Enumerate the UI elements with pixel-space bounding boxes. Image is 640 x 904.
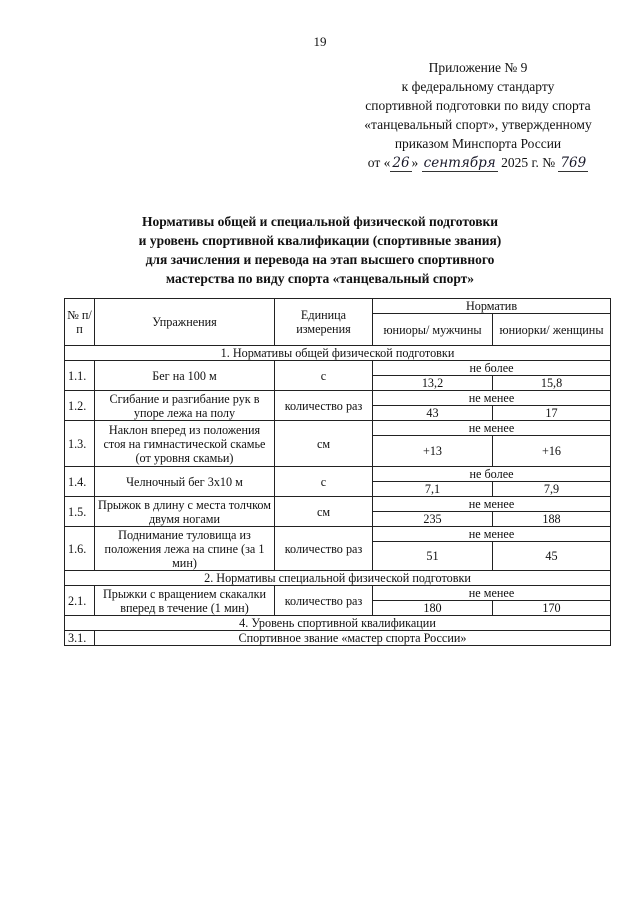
date-mid: »: [411, 155, 419, 170]
qualification-row: [65, 631, 611, 646]
row-unit: с: [275, 467, 373, 497]
row-exercise: Бег на 100 м: [95, 361, 275, 391]
row-exercise: Прыжок в длину с места толчком двумя ногами: [95, 497, 275, 527]
row-unit: количество раз: [275, 391, 373, 421]
document-title: [80, 212, 560, 288]
norms-table: [64, 298, 611, 646]
header-women: юниорки/ женщины: [493, 314, 611, 346]
title-line-1: Нормативы общей и специальной физической подготовки: [141, 214, 499, 229]
row-condition: не менее: [373, 497, 611, 512]
order-number: 769: [560, 155, 587, 171]
row-women-value: 170: [493, 601, 611, 616]
row-condition: не менее: [373, 391, 611, 406]
row-condition: не менее: [373, 421, 611, 436]
section-row: [65, 346, 611, 361]
table-row: [65, 421, 611, 436]
title-line-4: мастерства по виду спорта «танцевальный спорт»: [165, 271, 475, 286]
row-men-value: 43: [373, 406, 493, 421]
appendix-line-4: «танцевальный спорт», утвержденному: [364, 117, 592, 132]
header-exercise: Упражнения: [95, 299, 275, 346]
row-number: 1.2.: [65, 391, 95, 421]
table-row: [65, 467, 611, 482]
header-num: № п/п: [65, 299, 95, 346]
row-number: 1.1.: [65, 361, 95, 391]
title-line-3: для зачисления и перевода на этап высшего спортивного: [145, 252, 495, 267]
appendix-line-2: к федеральному стандарту: [401, 79, 555, 94]
qualification-number: 3.1.: [65, 631, 95, 646]
row-exercise: Сгибание и разгибание рук в упоре лежа на полу: [95, 391, 275, 421]
table-row: [65, 497, 611, 512]
row-men-value: +13: [373, 436, 493, 467]
appendix-date-line: [330, 153, 626, 173]
row-condition: не менее: [373, 586, 611, 601]
row-unit: с: [275, 361, 373, 391]
page-number: 19: [313, 34, 327, 49]
row-men-value: 13,2: [373, 376, 493, 391]
header-unit: Единица измерения: [275, 299, 373, 346]
row-number: 1.6.: [65, 527, 95, 571]
title-line-2: и уровень спортивной квалификации (спортивные звания): [138, 233, 502, 248]
row-condition: не более: [373, 467, 611, 482]
appendix-line-5: приказом Минспорта России: [394, 136, 562, 151]
row-unit: количество раз: [275, 527, 373, 571]
row-women-value: 7,9: [493, 482, 611, 497]
section-row: [65, 616, 611, 631]
row-number: 1.4.: [65, 467, 95, 497]
date-year: 2025 г. №: [501, 155, 556, 170]
section-row: [65, 571, 611, 586]
appendix-line-1: Приложение № 9: [428, 60, 528, 75]
row-exercise: Поднимание туловища из положения лежа на спине (за 1 мин): [95, 527, 275, 571]
qualification-text: Спортивное звание «мастер спорта России»: [95, 631, 611, 646]
row-exercise: Челночный бег 3х10 м: [95, 467, 275, 497]
row-unit: см: [275, 497, 373, 527]
row-unit: см: [275, 421, 373, 467]
header-norm: Норматив: [373, 299, 611, 314]
table-row: [65, 391, 611, 406]
header-men: юниоры/ мужчины: [373, 314, 493, 346]
row-men-value: 235: [373, 512, 493, 527]
row-number: 2.1.: [65, 586, 95, 616]
row-women-value: 188: [493, 512, 611, 527]
row-women-value: 45: [493, 542, 611, 571]
row-number: 1.3.: [65, 421, 95, 467]
appendix-block: [330, 58, 626, 173]
row-number: 1.5.: [65, 497, 95, 527]
table-row: [65, 586, 611, 601]
row-condition: не более: [373, 361, 611, 376]
appendix-line-3: спортивной подготовки по виду спорта: [365, 98, 591, 113]
row-women-value: 17: [493, 406, 611, 421]
date-prefix: от «: [367, 155, 391, 170]
row-condition: не менее: [373, 527, 611, 542]
table-row: [65, 361, 611, 376]
row-men-value: 7,1: [373, 482, 493, 497]
section-title: 4. Уровень спортивной квалификации: [65, 616, 611, 631]
row-women-value: 15,8: [493, 376, 611, 391]
date-day: 26: [392, 155, 410, 171]
table-row: [65, 527, 611, 542]
row-unit: количество раз: [275, 586, 373, 616]
section-title: 2. Нормативы специальной физической подготовки: [65, 571, 611, 586]
row-men-value: 51: [373, 542, 493, 571]
row-exercise: Наклон вперед из положения стоя на гимнастической скамье (от уровня скамьи): [95, 421, 275, 467]
date-month: сентября: [423, 155, 496, 171]
row-women-value: +16: [493, 436, 611, 467]
row-men-value: 180: [373, 601, 493, 616]
header-row: [65, 299, 611, 314]
section-title: 1. Нормативы общей физической подготовки: [65, 346, 611, 361]
row-exercise: Прыжки с вращением скакалки вперед в течение (1 мин): [95, 586, 275, 616]
norms-table-body: [65, 299, 611, 646]
